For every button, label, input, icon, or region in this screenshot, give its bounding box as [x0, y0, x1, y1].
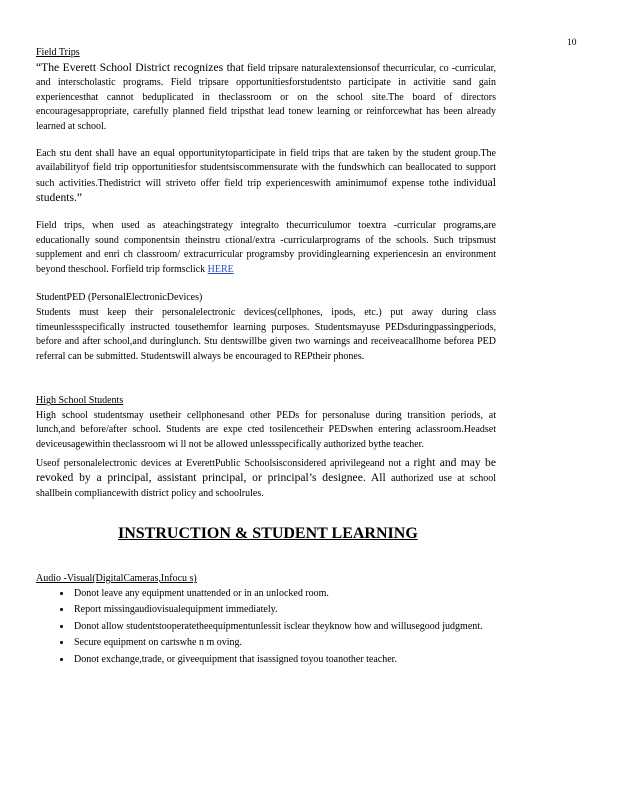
- field-trips-paragraph-2-text: Each stu dent shall have an equal opportunitytoparticipate in field trips that are taken by the student group.The availabilityof field trip opportunitiesfor studentsiscommensurate with the fundswhich can beallocated to support such activities.Thedistrict will striveto offer field trip experienceswith aminimumof expense tothe individ: [36, 147, 496, 189]
- high-school-paragraph-2-emphasis: right and may be revoked by a principal, assistant principal, or principal’s designee. All: [36, 455, 496, 485]
- high-school-paragraph-2-tail: authorized use at school shallbein compliancewith district policy and schoolrules.: [36, 473, 496, 499]
- field-trips-paragraph-2-tail: ual students.”: [36, 175, 496, 205]
- field-trips-paragraph-2: [36, 147, 496, 207]
- student-ped-heading: StudentPED (PersonalElectronicDevices): [36, 292, 203, 304]
- page-number: 10: [567, 38, 577, 48]
- field-trips-quote-lead: “The Everett School District recognizes that: [36, 60, 244, 74]
- high-school-heading: High School Students: [36, 395, 124, 407]
- field-trips-paragraph-3-text: Field trips, when used as ateachingstrategy integralto thecurriculumor toextra -curricular programs,are educationally sound componentsin theinstru ctional/extra -curricularprograms of the schools. Such tripsmust supplement and enri ch classroom/ extracurricular programsby providinglearning experiencesin an environment beyond theschool. Forfield trip formsclick: [36, 219, 496, 275]
- high-school-paragraph-1: High school studentsmay usetheir cellphonesand other PEDs for personaluse during transition periods, at lunch,and before/after school. Students are expe cted tosilencetheir PEDswhen entering aclassroom.Headset deviceusagewithin theclassroom wi ll not be allowed unlessspecifically authorized bythe teacher.: [36, 409, 496, 451]
- audio-visual-list: [36, 587, 496, 668]
- high-school-paragraph-2-lead: Useof personalelectronic devices at EverettPublic Schoolsisconsidered aprivilegeand not a: [36, 457, 410, 469]
- high-school-paragraph-2: [36, 456, 496, 502]
- list-item: • Donot allow studentstooperatetheequipmentunlessit isclear theyknow how and willusegood judgment.: [72, 620, 496, 635]
- list-item: • Secure equipment on cartswhe n m oving.: [72, 636, 496, 651]
- student-ped-paragraph: Students must keep their personalelectronic devices(cellphones, ipods, etc.) put away during class timeunlessspecifically instructed tousethemfor learning purposes. Studentsmayuse PEDsduringpassingperiods, before and after school,and duringlunch. Stu dentswillbe given two warnings and receiveacallhome beforea PED referral can be submitted. Studentswill always be encouraged to REPtheir phones.: [36, 306, 496, 362]
- field-trips-heading: Field Trips: [36, 47, 80, 58]
- list-item: • Report missingaudiovisualequipment immediately.: [72, 603, 496, 618]
- document-body: [36, 46, 496, 670]
- field-trips-paragraph-3: [36, 219, 496, 277]
- list-item: • Donot exchange,trade, or giveequipment that isassigned toyou toanother teacher.: [72, 653, 496, 668]
- instruction-section-title: INSTRUCTION & STUDENT LEARNING: [118, 525, 418, 543]
- list-item: • Donot leave any equipment unattended or in an unlocked room.: [72, 587, 496, 602]
- field-trip-forms-link[interactable]: HERE: [207, 263, 234, 275]
- audio-visual-heading: Audio -Visual(DigitalCameras,Infocu s): [36, 573, 197, 585]
- field-trips-paragraph-1-text: field tripsare naturalextensionsof thecurricular, co -curricular, and interscholastic programs. Field tripsare opportunitiesforstudentsto participate in activitie sand gain experiencesthat cannot beduplicated in theclassroom or on the school site.The board of directors encouragesappropriate, carefully planned field tripsthat lead tonew learning or reinforcewhat has been already learned at school.: [36, 62, 497, 132]
- field-trips-paragraph-1: [36, 61, 496, 135]
